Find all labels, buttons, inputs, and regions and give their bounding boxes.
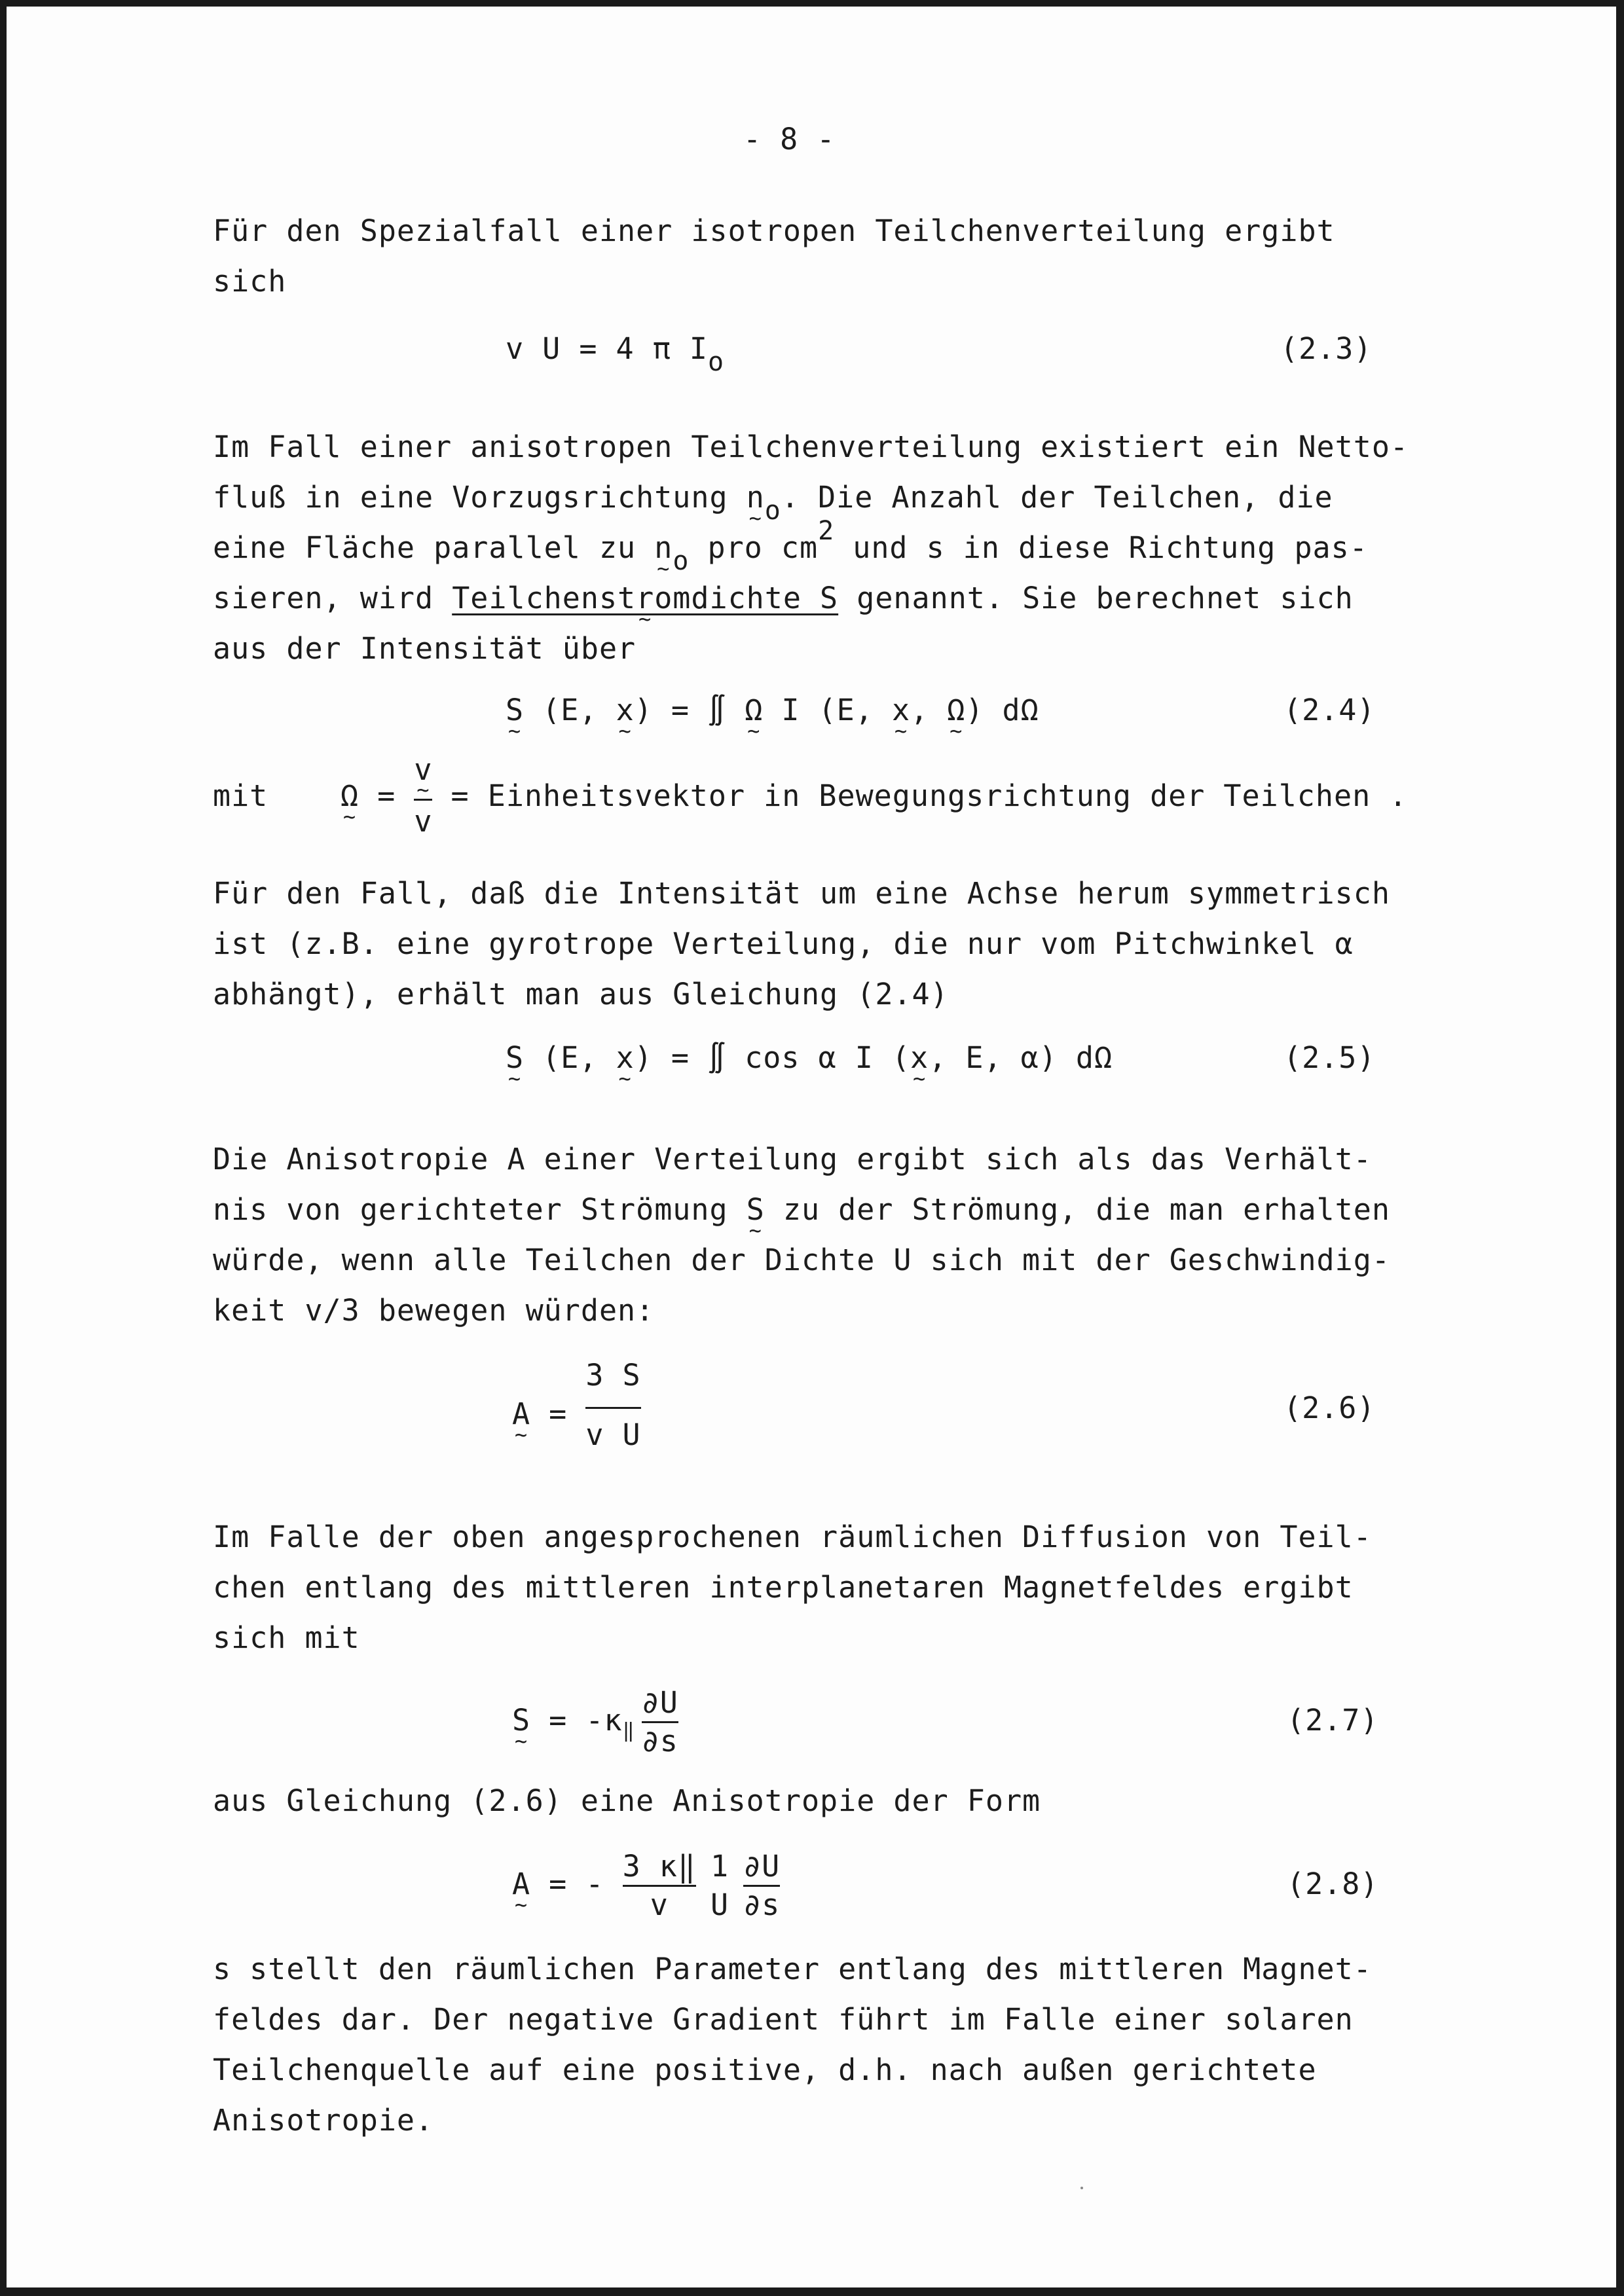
para2-line1: Im Fall einer anisotropen Teilchenverteilung existiert ein Netto-: [213, 429, 1409, 464]
vector-n: n ~: [747, 483, 765, 512]
fraction-denominator: v U: [585, 1417, 641, 1452]
para5-line1: Im Falle der oben angesprochenen räumlichen Diffusion von Teil-: [213, 1520, 1372, 1554]
equation-2-5: [506, 1040, 1113, 1075]
para4-line2-a: nis von gerichteter Strömung: [213, 1192, 747, 1227]
vector-S-2: S ~: [506, 1043, 524, 1072]
frac3-num: ∂U: [743, 1849, 781, 1884]
para3-line1: Für den Fall, daß die Intensität um eine Achse herum symmetrisch: [213, 876, 1390, 911]
para2-line3: [213, 516, 1368, 576]
equation-label-2-3: (2.3): [1280, 331, 1373, 366]
vector-omega: Ω ~: [745, 695, 763, 725]
fraction-3kappa-v: [623, 1850, 696, 1922]
para4-line1: Die Anisotropie A einer Verteilung ergibt sich als das Verhält-: [213, 1142, 1372, 1176]
fraction-numerator: 3 S: [585, 1358, 641, 1393]
v-numerator: v ~: [414, 753, 432, 787]
eq-2-7-eq: = -κ: [530, 1703, 623, 1738]
para2-line2-a: fluß in eine Vorzugsrichtung: [213, 480, 747, 515]
frac3-den: ∂s: [743, 1887, 781, 1922]
para1-line2: sich: [213, 264, 287, 299]
eq-2-4-e: ) dΩ: [965, 693, 1039, 727]
vector-S-3: S ~: [747, 1195, 765, 1224]
para2-line2: [213, 480, 1333, 526]
fraction-dU-ds-2: [743, 1850, 780, 1922]
para4-line3: würde, wenn alle Teilchen der Dichte U sich mit der Geschwindig-: [213, 1243, 1390, 1277]
equation-2-8: [512, 1850, 780, 1922]
vector-x-3: x ~: [616, 1043, 635, 1072]
frac1-den: v: [650, 1887, 669, 1922]
equation-label-2-6: (2.6): [1283, 1391, 1376, 1425]
fraction-1-U: [710, 1850, 729, 1922]
equation-label-2-4: (2.4): [1283, 693, 1376, 727]
document-page: [7, 7, 1616, 2287]
para2-line5: aus der Intensität über: [213, 631, 637, 666]
equation-2-6: [512, 1358, 641, 1452]
para7-line4: Anisotropie.: [213, 2103, 434, 2138]
v-denominator: v: [414, 803, 433, 839]
para3-line3: abhängt), erhält man aus Gleichung (2.4): [213, 977, 949, 1011]
para5-line3: sich mit: [213, 1620, 360, 1655]
superscript-2: 2: [818, 516, 835, 546]
term-teilchenstromdichte: Teilchenstromdichte S ~: [452, 583, 838, 613]
eq-2-4-a: (E,: [524, 693, 616, 727]
frac2-num: 1: [710, 1849, 729, 1884]
eq-2-4-d: ,: [910, 693, 948, 727]
eq-2-5-c: , E, α) dΩ: [929, 1040, 1113, 1075]
para7-line3: Teilchenquelle auf eine positive, d.h. nach außen gerichtete: [213, 2052, 1317, 2087]
equation-label-2-7: (2.7): [1287, 1703, 1379, 1738]
eq-2-4-b: ) = ∬: [634, 693, 745, 727]
vector-S-4: S ~: [512, 1705, 530, 1735]
vector-S: S ~: [506, 695, 524, 725]
vector-n-2: n ~: [654, 533, 673, 562]
eq-2-5-a: (E,: [524, 1040, 616, 1075]
para4-line2: [213, 1192, 1390, 1227]
equation-2-7: [512, 1686, 678, 1758]
eq-2-5-b: ) = ∬ cos α I (: [634, 1040, 911, 1075]
equation-label-2-8: (2.8): [1287, 1867, 1379, 1901]
para2-line4: [213, 583, 1354, 613]
mit-label: mit: [213, 778, 268, 813]
para2-line3-c: und s in diese Richtung pas-: [834, 530, 1368, 565]
equation-label-2-5: (2.5): [1283, 1040, 1376, 1075]
eq-2-6-eq: =: [530, 1396, 586, 1431]
para2-line3-a: eine Fläche parallel zu: [213, 530, 655, 565]
partial-U: ∂U: [641, 1685, 678, 1720]
fraction-dU-ds: [642, 1686, 678, 1758]
v-over-v-fraction: [414, 753, 432, 839]
para2-line3-b: pro cm: [689, 530, 819, 565]
equation-2-4: [506, 695, 1039, 725]
para2-line4-b: genannt. Sie berechnet sich: [838, 581, 1354, 615]
eq-2-8-eq: = -: [530, 1867, 623, 1901]
para4-line2-b: zu der Strömung, die man erhalten: [764, 1192, 1390, 1227]
vector-omega-def: Ω ~: [341, 781, 359, 811]
partial-s: ∂s: [641, 1723, 678, 1758]
scan-speck: [1080, 2187, 1083, 2189]
para4-line4: keit v/3 bewegen würden:: [213, 1293, 655, 1328]
page-number: - 8 -: [743, 122, 836, 156]
para3-line2: ist (z.B. eine gyrotrope Verteilung, die nur vom Pitchwinkel α: [213, 926, 1354, 961]
para2-line2-b: . Die Anzahl der Teilchen, die: [781, 480, 1333, 515]
eq-2-4-c: I (E,: [763, 693, 892, 727]
vector-n-2-sub: o: [673, 546, 690, 576]
omega-def-rest: = Einheitsvektor in Bewegungsrichtung der Teilchen .: [432, 778, 1408, 813]
vector-x: x ~: [616, 695, 635, 725]
para1-line1: Für den Spezialfall einer isotropen Teilchenverteilung ergibt: [213, 213, 1335, 248]
eq-2-3-lhs: v U = 4 π I: [506, 331, 709, 366]
para7-line1: s stellt den räumlichen Parameter entlang des mittleren Magnet-: [213, 1952, 1372, 1986]
vector-x-2: x ~: [892, 695, 910, 725]
vector-omega-2: Ω ~: [947, 695, 965, 725]
vector-n-sub: o: [764, 496, 781, 526]
para2-line4-a: sieren, wird: [213, 581, 452, 615]
vector-A: A ~: [512, 1399, 530, 1429]
frac1-num: 3 κ‖: [622, 1849, 696, 1884]
equation-2-3: [506, 331, 725, 377]
para5-line2: chen entlang des mittleren interplanetaren Magnetfeldes ergibt: [213, 1570, 1354, 1605]
fraction-3S-vU: [585, 1358, 640, 1452]
omega-definition: [341, 753, 1407, 839]
frac2-den: U: [710, 1887, 729, 1922]
para7-line2: feldes dar. Der negative Gradient führt im Falle einer solaren: [213, 2002, 1354, 2037]
parallel-sub: ‖: [622, 1719, 635, 1742]
vector-A-2: A ~: [512, 1869, 530, 1899]
omega-def-eq: =: [359, 778, 415, 813]
vector-x-4: x ~: [910, 1043, 929, 1072]
eq-2-3-sub: o: [708, 347, 725, 377]
para6-line1: aus Gleichung (2.6) eine Anisotropie der Form: [213, 1783, 1041, 1818]
